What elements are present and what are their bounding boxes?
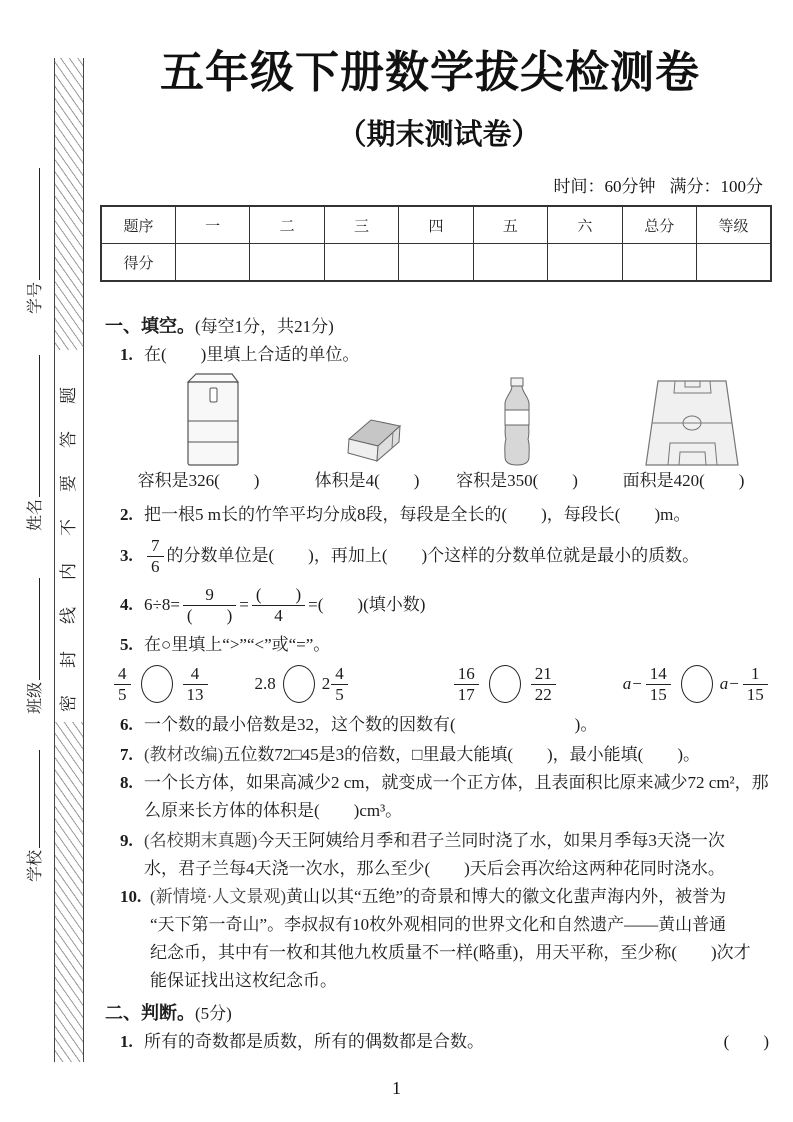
school-label: 学校 [27,849,44,882]
question-1-images [105,371,775,495]
judge-answer-blank: ( ) [723,1032,769,1051]
score-table-score-row [101,244,771,282]
name-field [24,345,48,531]
compare-circle [283,665,315,703]
col-6: 六 [548,206,622,244]
caption-capacity-350: 容积是350( ) [456,471,578,490]
question-1-number: 1. [120,345,133,364]
seal-text-window [55,350,83,722]
seal-strip [54,58,84,1062]
main-content [105,300,775,1056]
question-2 [105,501,775,529]
bottle-image [501,371,533,467]
a-minus-right: a− [719,674,740,693]
compare-item-2 [255,664,351,703]
question-7-number: 7. [120,745,133,764]
score-cell [548,244,622,282]
school-field [24,740,48,882]
question-10-line1: 黄山以其“五绝”的奇景和博大的徽文化蜚声海内外，被誉为 [285,887,727,906]
compare-circle [681,665,713,703]
col-1: 一 [175,206,249,244]
question-9-tag: (名校期末真题) [144,831,258,850]
section1-title: 一、填空。 [105,316,195,336]
class-blank [34,578,40,680]
caption-volume-4: 体积是4( ) [314,471,420,490]
col-question-order: 题序 [101,206,175,244]
question-1-text: 在( )里填上合适的单位。 [144,345,360,364]
refrigerator-image [157,371,241,467]
full-score-label: 满分：100分 [669,177,763,196]
question-6 [105,711,775,739]
score-cell [473,244,547,282]
section1-note: (每空1分，共21分) [195,317,334,336]
class-label: 班级 [27,681,44,714]
section1-heading [105,312,775,341]
score-row-label: 得分 [101,244,175,282]
question-6-text: 一个数的最小倍数是32，这个数的因数有( )。 [144,715,598,734]
time-label: 时间：60分钟 [553,177,656,196]
question-3-text: 的分数单位是( )，再加上( )个这样的分数单位就是最小的质数。 [166,546,700,565]
score-table-header-row [101,206,771,244]
question-9-line2: 水，君子兰每4天浇一次水，那么至少( )天后会再次给这两种花同时浇水。 [144,859,725,878]
fraction-blank-4: $\frac{( )}{4}$ [252,585,305,624]
question-8-line2: 么原来长方体的体积是( )cm³。 [144,801,403,820]
eraser-cell [292,371,442,495]
question-5-text: 在○里填上“>”“<”或“=”。 [144,635,331,654]
page-number: 1 [392,1078,401,1098]
page-subtitle: （期末测试卷） [337,119,541,151]
fraction-21-22: $\frac{21}{22}$ [531,664,556,703]
fraction-7-6: $\frac{7}{6}$ [147,536,164,575]
decimal-2-8: 2.8 [254,674,276,693]
school-blank [34,750,40,848]
football-field-cell [592,371,775,495]
fraction-4-5: $\frac{4}{5}$ [114,664,131,703]
question-8-number: 8. [120,773,133,792]
refrigerator-cell [105,371,292,495]
col-5: 五 [473,206,547,244]
name-blank [34,355,40,497]
compare-circle [489,665,521,703]
seal-text: 密封线内不要答题 [59,360,78,712]
equals-sign: = [239,595,249,614]
question-8 [105,769,775,825]
student-number-blank [34,168,40,280]
student-number-field [24,158,48,314]
question-10-tag: (新情境·人文景观) [150,887,286,906]
question-5-items [105,659,775,709]
compare-circle [141,665,173,703]
question-10-line4: 能保证找出这枚纪念币。 [150,971,337,990]
football-field-image [628,371,740,467]
exam-meta [105,172,763,197]
section2-note: (5分) [195,1004,232,1023]
question-10-number: 10. [120,887,142,906]
question-8-line1: 一个长方体，如果高减少2 cm，就变成一个正方体，且表面积比原来减少72 cm²，那 [144,773,769,792]
eraser-image [331,371,403,467]
class-field [24,568,48,714]
question-4-tail: =( )(填小数) [308,595,426,614]
judge-question-1-text: 所有的奇数都是质数，所有的偶数都是合数。 [144,1032,484,1051]
caption-area-420: 面积是420( ) [622,471,745,490]
question-2-number: 2. [120,505,133,524]
question-9 [105,827,775,883]
judge-question-1-number: 1. [120,1032,133,1051]
question-10-line2: “天下第一奇山”。李叔叔有10枚外观相同的世界文化和自然遗产——黄山普通 [150,915,727,934]
question-7-text: 五位数72□45是3的倍数，□里最大能填( )，最小能填( )。 [223,745,701,764]
caption-capacity-326: 容积是326( ) [137,471,260,490]
col-3: 三 [324,206,398,244]
question-7-tag: (教材改编) [144,745,224,764]
compare-item-4 [623,664,771,703]
question-3 [105,533,775,579]
question-5-number: 5. [120,635,133,654]
mixed-number-whole: 2 [321,674,331,693]
question-4-expression: 6÷8= [144,595,180,614]
score-table [100,205,772,282]
question-9-number: 9. [120,831,133,850]
a-minus-left: a− [622,674,643,693]
col-2: 二 [250,206,324,244]
fraction-9-blank: $\frac{9}{( )}$ [183,585,236,624]
fraction-14-15: $\frac{14}{15}$ [646,664,671,703]
fraction-4-13: $\frac{4}{13}$ [183,664,208,703]
judge-question-1 [105,1028,775,1056]
fraction-1-15: $\frac{1}{15}$ [743,664,768,703]
score-cell [622,244,696,282]
question-2-text: 把一根5 m长的竹竿平均分成8段，每段是全长的( )，每段长( )m。 [144,505,691,524]
question-5 [105,631,775,659]
question-4-number: 4. [120,595,133,614]
col-total: 总分 [622,206,696,244]
score-cell [399,244,473,282]
col-grade: 等级 [697,206,772,244]
score-cell [697,244,772,282]
question-1 [105,341,775,369]
bottle-cell [442,371,592,495]
student-number-label: 学号 [27,281,44,314]
fraction-4-5-mixed: $\frac{4}{5}$ [331,664,348,703]
question-9-line1: 今天王阿姨给月季和君子兰同时浇了水，如果月季每3天浇一次 [257,831,725,850]
fraction-16-17: $\frac{16}{17}$ [454,664,479,703]
question-4 [105,579,775,631]
question-7 [105,741,775,769]
section2-heading [105,999,775,1028]
score-cell [250,244,324,282]
name-label: 姓名 [27,498,44,531]
score-cell [324,244,398,282]
section2-title: 二、判断。 [105,1003,195,1023]
score-cell [175,244,249,282]
col-4: 四 [399,206,473,244]
page-title: 五年级下册数学拔尖检测卷 [160,48,700,97]
question-10-line3: 纪念币，其中有一枚和其他九枚质量不一样(略重)，用天平称，至少称( )次才 [150,943,751,962]
question-10 [105,883,775,995]
question-3-number: 3. [120,546,133,565]
compare-item-3 [451,664,559,703]
question-6-number: 6. [120,715,133,734]
compare-item-1 [111,664,211,703]
